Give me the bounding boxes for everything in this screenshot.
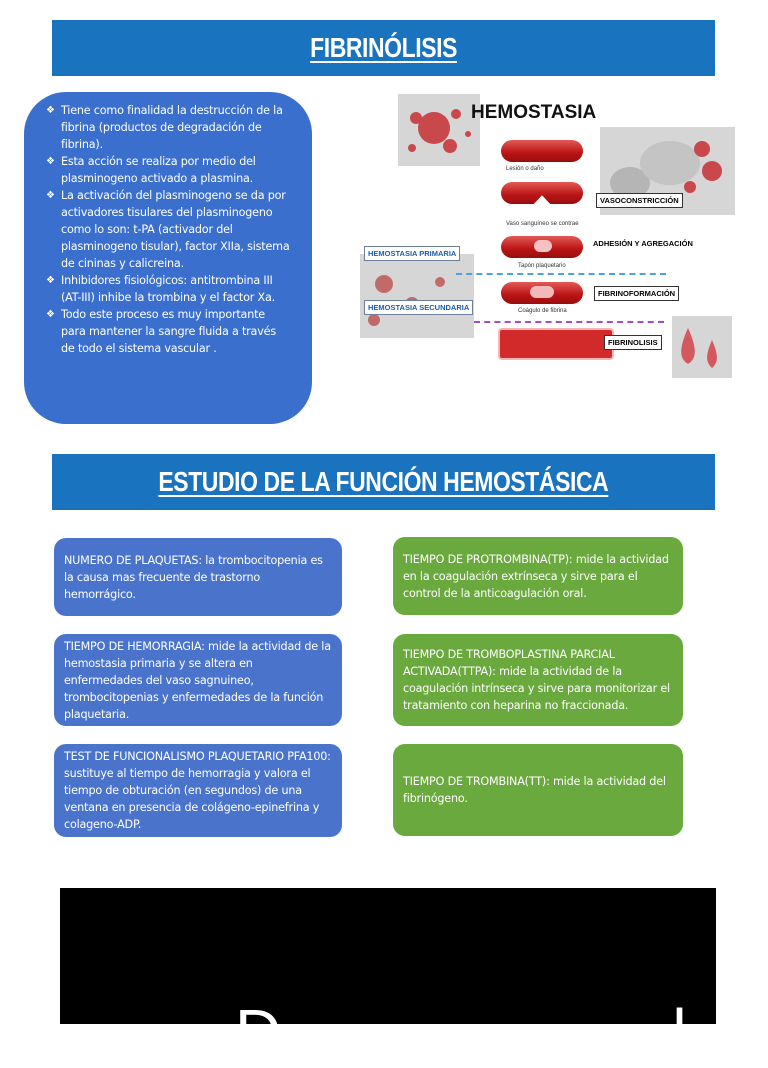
list-item: ❖ Inhibidores fisiológicos: antitrombina III (AT-III) inhibe la trombina y el factor Xa. [46, 274, 275, 304]
diamond-bullet-icon: ❖ [46, 156, 55, 167]
fibrinolisis-title: FIBRINÓLISIS [310, 32, 457, 63]
partial-heading: D l [235, 996, 687, 1068]
card-pfa100: TEST DE FUNCIONALISMO PLAQUETARIO PFA100: sustituye al tiempo de hemorragia y valora el tiempo de obturación (en segundos) de una ventana en presencia de colágeno-epinefrina y colageno-ADP. [54, 744, 342, 837]
label-fibrinolisis: FIBRINOLISIS [604, 335, 662, 350]
vessel-contracted [501, 182, 583, 204]
diamond-bullet-icon: ❖ [46, 105, 55, 116]
hemostasia-diagram [356, 90, 740, 390]
diamond-bullet-icon: ❖ [46, 275, 55, 286]
label-hemostasia-primaria: HEMOSTASIA PRIMARIA [364, 246, 460, 261]
estudio-banner [52, 454, 715, 510]
blood-splatter-image [398, 94, 480, 166]
list-item: ❖ Esta acción se realiza por medio del plasminogeno activado a plasmina. [46, 155, 256, 185]
diagram-title: HEMOSTASIA [471, 102, 597, 123]
primary-divider-line [456, 273, 666, 275]
label-vasoconstriccion: VASOCONSTRICCIÓN [596, 193, 683, 208]
caption-vasoconstriccion: Vaso sanguíneo se contrae [506, 221, 579, 227]
fibrinolisis-list [46, 102, 292, 357]
fibrinolisis-info-bubble [24, 92, 312, 424]
estudio-title: ESTUDIO DE LA FUNCIÓN HEMOSTÁSICA [158, 466, 609, 497]
fibrin-clot-shape [530, 286, 554, 298]
card-tiempo-protrombina: TIEMPO DE PROTROMBINA(TP): mide la actividad en la coagulación extrínseca y sirve para el control de la anticoagulación oral. [393, 537, 683, 615]
card-tiempo-hemorragia: TIEMPO DE HEMORRAGIA: mide la actividad de la hemostasia primaria y se altera en enfermedades del vaso sagnuineo, trombocitopenias y enfermedades de la función plaquetaria. [54, 634, 342, 726]
caption-tapon: Tapón plaquetario [518, 263, 566, 269]
vessel-lesion [501, 140, 583, 162]
diamond-bullet-icon: ❖ [46, 190, 55, 201]
caption-lesion: Lesión o daño [506, 166, 544, 172]
secondary-divider-line [474, 321, 664, 323]
list-item: ❖ La activación del plasminogeno se da por activadores tisulares del plasminogeno como lo son: t-PA (activador del plasminogeno tisular), factor XIIa, sistema de cininas y calicreina. [46, 189, 290, 270]
card-tiempo-trombina: TIEMPO DE TROMBINA(TT): mide la actividad del fibrinógeno. [393, 744, 683, 836]
list-item: ❖ Tiene como finalidad la destrucción de la fibrina (productos de degradación de fibrina). [46, 104, 283, 151]
card-ttpa: TIEMPO DE TROMBOPLASTINA PARCIAL ACTIVADA(TTPA): mide la actividad de la coagulación intrínseca y sirve para monitorizar el tratamiento con heparina no fraccionada. [393, 634, 683, 726]
label-fibrinoformacion: FIBRINOFORMACIÓN [594, 286, 679, 301]
caption-coagulo: Coágulo de fibrina [518, 308, 567, 314]
label-adhesion: ADHESIÓN Y AGREGACIÓN [590, 237, 696, 250]
blood-cells-image [360, 254, 474, 338]
blood-drop-image [672, 316, 732, 378]
diamond-bullet-icon: ❖ [46, 309, 55, 320]
vessel-fibrinolysis [498, 328, 614, 360]
card-numero-plaquetas: NUMERO DE PLAQUETAS: la trombocitopenia es la causa mas frecuente de trastorno hemorrágico. [54, 538, 342, 616]
list-item: ❖ Todo este proceso es muy importante para mantener la sangre fluida a través de todo el sistema vascular . [46, 308, 276, 355]
next-section-preview [60, 888, 716, 1068]
platelet-plug-shape [534, 240, 552, 252]
fibrinolisis-banner [52, 20, 715, 76]
label-hemostasia-secundaria: HEMOSTASIA SECUNDARIA [364, 300, 473, 315]
